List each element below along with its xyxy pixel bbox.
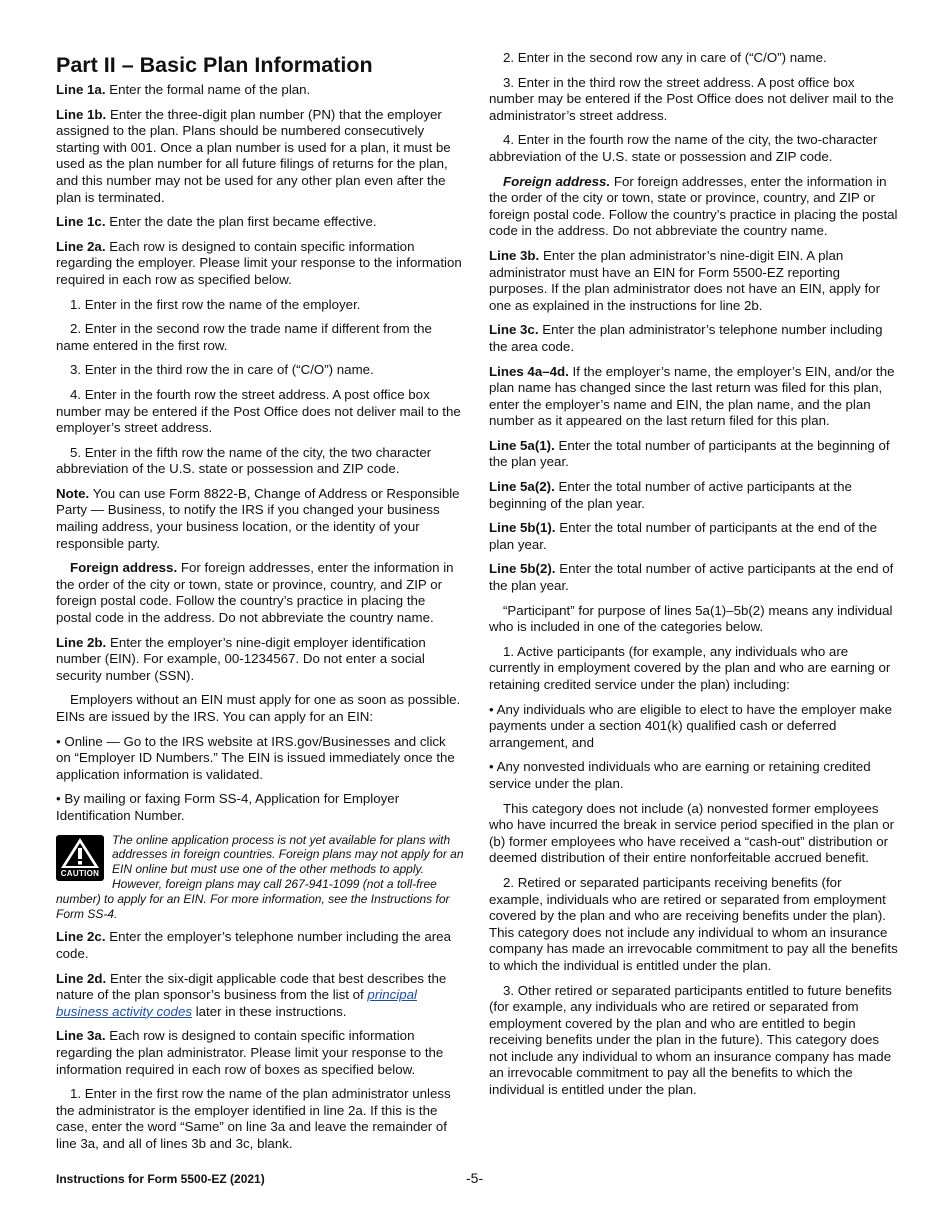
line-5b1-label: Line 5b(1). <box>489 520 556 536</box>
line-3c-text: Enter the plan administrator’s telephone number including the area code. <box>489 322 883 354</box>
line-2a-paragraph <box>56 239 464 289</box>
section-title: Part II – Basic Plan Information <box>56 53 373 77</box>
line-1a-text: Enter the formal name of the plan. <box>105 82 311 97</box>
foreign-address-paragraph-2 <box>489 174 899 240</box>
line-2a-item-4: 4. Enter in the fourth row the street address. A post office box number may be entered if the Post Office does not deliver mail to the employer’s street address. <box>56 386 461 436</box>
line-2a-item-5: 5. Enter in the fifth row the name of the city, the two character abbreviation of the U.S. state or possession and ZIP code. <box>56 444 432 477</box>
bullet-401k: • Any individuals who are eligible to elect to have the employer make payments under a section 401(k) qualified cash or deferred arrangement, and <box>489 701 893 750</box>
foreign-address-text: For foreign addresses, enter the information in the order of the city or town, state or province, country, and ZIP or foreign postal code. Follow the country’s practice in placing the postal code in the address. Do not abbreviate the country name. <box>56 560 454 626</box>
lines-4-paragraph <box>489 364 899 430</box>
foreign-address-label: Foreign address. <box>70 560 178 576</box>
category-2-paragraph: 2. Retired or separated participants receiving benefits (for example, individuals who are retired or separated from employment covered by the plan and who are receiving benefits under the plan). This category does not include any individual to whom an insurance company has made an irrevocable commitment to pay all the benefits to which the individual is entitled under the plan. <box>489 874 898 973</box>
line-3b-label: Line 3b. <box>489 247 540 263</box>
line-5b2-paragraph <box>489 561 899 594</box>
note-text: You can use Form 8822-B, Change of Address or Responsible Party — Business, to notify the IRS if you changed your business mailing address, your business location, or the identity of your responsible party. <box>56 485 460 551</box>
category-exclusion-paragraph: This category does not include (a) nonvested former employees who have incurred the break in service period specified in the plan or (b) former employees who have received a “cash-out” distribution or deemed distribution of their entire nonforfeitable accrued benefit. <box>489 800 895 866</box>
line-2c-paragraph <box>56 929 464 962</box>
line-5a1-label: Line 5a(1). <box>489 437 555 453</box>
line-3b-text: Enter the plan administrator’s nine-digit EIN. A plan administrator must have an EIN for Form 5500-EZ reporting purposes. If the plan administrator does not have an EIN, apply for one as explained in the instructions for line 2b. <box>489 247 881 313</box>
caution-icon <box>56 835 104 881</box>
caution-label: CAUTION <box>60 868 100 878</box>
line-2b-label: Line 2b. <box>56 634 107 650</box>
line-5a1-text: Enter the total number of participants at the beginning of the plan year. <box>489 437 890 470</box>
line-3a-text: Each row is designed to contain specific information regarding the plan administrator. Please limit your response to the information required in each row of boxes as specified below. <box>56 1028 444 1077</box>
note-paragraph <box>56 486 464 552</box>
line-5b2-label: Line 5b(2). <box>489 561 556 577</box>
line-5b1-text: Enter the total number of participants at the end of the plan year. <box>489 520 878 552</box>
line-2b-paragraph <box>56 635 464 685</box>
line-3a-item-1: 1. Enter in the first row the name of the plan administrator unless the administrator is the employer identified in line 2a. If this is the case, enter the word “Same” on line 3a and leave the remainder of line 3a, and all of lines 3b and 3c, blank. <box>56 1086 451 1151</box>
foreign-address-text-2: For foreign addresses, enter the information in the order of the city or town, state or province, country, and ZIP or foreign postal code. Follow the country’s practice in placing the postal code in the address. Do not abbreviate the country name. <box>489 173 898 239</box>
line-3a-item-2: 2. Enter in the second row any in care of (“C/O”) name. <box>503 50 827 65</box>
line-5b2-text: Enter the total number of active participants at the end of the plan year. <box>489 561 894 594</box>
line-1b-text: Enter the three-digit plan number (PN) that the employer assigned to the plan. Plans should be numbered consecutively starting with 001. Once a plan number is used for a plan, it must be used as the plan number for all future filings of returns for the plan, and this number may not be used for any other plan even after the plan is terminated. <box>56 106 451 205</box>
right-column <box>489 50 899 1107</box>
line-2d-label: Line 2d. <box>56 970 107 986</box>
category-1-paragraph: 1. Active participants (for example, any individuals who are currently in employment covered by the plan and who are earning or retaining credited service under the plan) including: <box>489 643 891 692</box>
foreign-address-label-2: Foreign address. <box>503 173 611 189</box>
line-2a-label: Line 2a. <box>56 238 106 254</box>
line-5a2-paragraph <box>489 479 899 512</box>
note-label: Note. <box>56 485 90 501</box>
line-2a-item-1: 1. Enter in the first row the name of the employer. <box>70 296 361 312</box>
line-5a1-paragraph <box>489 438 899 471</box>
line-2a-item-2: 2. Enter in the second row the trade name if different from the name entered in the first row. <box>56 321 432 353</box>
line-2a-text: Each row is designed to contain specific information regarding the employer. Please limit your response to the information required in each row as specified below. <box>56 238 462 287</box>
foreign-address-paragraph <box>56 560 464 626</box>
line-1c-paragraph <box>56 214 464 231</box>
line-1a-paragraph <box>56 82 464 99</box>
line-3b-paragraph <box>489 248 899 314</box>
footer-form-title: Instructions for Form 5500-EZ (2021) <box>56 1172 265 1186</box>
line-3a-label: Line 3a. <box>56 1028 106 1044</box>
bullet-nonvested: • Any nonvested individuals who are earning or retaining credited service under the plan. <box>489 759 871 791</box>
business-codes-link[interactable]: principal business activity codes <box>56 987 417 1019</box>
line-2b-text: Enter the employer’s nine-digit employer identification number (EIN). For example, 00-1234567. Do not enter a social security number (SSN). <box>56 634 426 683</box>
line-3a-item-4: 4. Enter in the fourth row the name of the city, the two-character abbreviation of the U.S. state or possession and ZIP code. <box>489 132 878 164</box>
line-5a2-label: Line 5a(2). <box>489 479 555 495</box>
lines-4-label: Lines 4a–4d. <box>489 363 569 379</box>
lines-4-text: If the employer’s name, the employer’s EIN, and/or the plan name has changed since the last return was filed for this plan, enter the employer’s name and EIN, the plan name, and the plan number as it appeared on the last return filed for this plan. <box>489 363 895 429</box>
caution-text: The online application process is not yet available for plans with addresses in foreign countries. Foreign plans may not apply for an EIN online but must use one of the other methods to apply. However, foreign plans may call 267-941-1099 (not a toll-free number) to apply for an EIN. For more information, see the Instructions for Form SS-4. <box>56 832 464 921</box>
bullet-mail: • By mailing or faxing Form SS-4, Application for Employer Identification Number. <box>56 791 400 823</box>
line-2c-label: Line 2c. <box>56 929 106 945</box>
line-2c-text: Enter the employer’s telephone number including the area code. <box>56 929 451 961</box>
line-5a2-text: Enter the total number of active participants at the beginning of the plan year. <box>489 479 852 511</box>
participant-definition: “Participant” for purpose of lines 5a(1)–5b(2) means any individual who is included in one of the categories below. <box>489 602 893 635</box>
line-3c-paragraph <box>489 322 899 355</box>
line-3a-paragraph <box>56 1028 464 1078</box>
left-column <box>56 50 464 1160</box>
line-2d-text: Enter the six-digit applicable code that best describes the nature of the plan sponsor’s business from the list of <box>56 970 447 1003</box>
line-1c-text: Enter the date the plan first became effective. <box>105 214 377 230</box>
category-3-paragraph: 3. Other retired or separated participants entitled to future benefits (for example, any individuals who are retired or separated from employment covered by the plan and who are entitled to begin receiving benefits under the plan in the future). This category does not include any individual to whom an insurance company has made an irrevocable commitment to pay all the benefits to which the individual is entitled under the plan. <box>489 982 892 1098</box>
line-1c-label: Line 1c. <box>56 214 106 230</box>
ein-intro-paragraph: Employers without an EIN must apply for one as soon as possible. EINs are issued by the IRS. You can apply for an EIN: <box>56 692 461 724</box>
line-1b-label: Line 1b. <box>56 106 107 122</box>
bullet-online: • Online — Go to the IRS website at IRS.gov/Businesses and click on “Employer ID Numbers.” The EIN is issued immediately once the application information is validated. <box>56 733 455 782</box>
line-1b-paragraph <box>56 107 464 207</box>
line-3c-label: Line 3c. <box>489 322 539 338</box>
line-1a-label: Line 1a. <box>56 82 106 97</box>
line-2d-after: later in these instructions. <box>192 1003 347 1019</box>
line-2d-paragraph <box>56 971 464 1021</box>
line-5b1-paragraph <box>489 520 899 553</box>
line-2a-item-3: 3. Enter in the third row the in care of (“C/O”) name. <box>70 362 374 378</box>
caution-box <box>56 833 464 922</box>
line-3a-item-3: 3. Enter in the third row the street address. A post office box number may be entered if the Post Office does not deliver mail to the administrator’s street address. <box>489 74 894 123</box>
footer-page-number: -5- <box>466 1170 484 1186</box>
